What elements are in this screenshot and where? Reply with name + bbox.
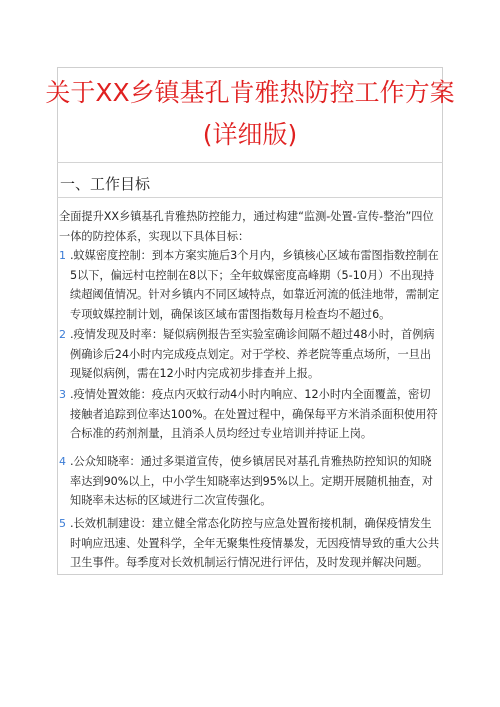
intro-paragraph: 全面提升XX乡镇基孔肯雅热防控能力，通过构建“监测-处置-宣传-整治”四位一体的防控体系，实现以下具体目标： xyxy=(59,210,434,243)
item-number: 4 xyxy=(59,455,66,468)
section-heading: 一、工作目标 xyxy=(60,175,151,193)
item-number: 2 xyxy=(59,328,66,341)
item-number: 3 xyxy=(59,388,66,401)
document-title: 关于XX乡镇基孔肯雅热防控工作方案 xyxy=(45,78,455,107)
document-subtitle: (详细版) xyxy=(202,120,298,149)
item-text: .公众知晓率：通过多渠道宣传，使乡镇居民对基孔肯雅热防控知识的知晓率达到90%以上，中小学生知晓率达到95%以上。定期开展随机抽查，对知晓率未达标的区域进行二次宣传强化。 xyxy=(70,455,433,507)
title-divider xyxy=(57,162,443,163)
item-number: 5 xyxy=(59,517,66,530)
item-number: 1 xyxy=(59,249,66,262)
item-text: .疫情处置效能：疫点内灭蚊行动4小时内响应、12小时内全面覆盖，密切接触者追踪到位率达100%。在处置过程中，确保每平方米消杀面积使用符合标准的药剂剂量，且消杀人员均经过专业培训并持证上岗。 xyxy=(70,388,438,440)
item-text: .疫情发现及时率：疑似病例报告至实验室确诊间隔不超过48小时，首例病例确诊后24小时内完成疫点划定。对于学校、养老院等重点场所，一旦出现疑似病例，需在12小时内完成初步排查并上报。 xyxy=(70,328,435,380)
item-text: .长效机制建设：建立健全常态化防控与应急处置衔接机制，确保疫情发生时响应迅速、处置科学，全年无聚集性疫情暴发，无因疫情导致的重大公共卫生事件。每季度对长效机制运行情况进行评估，及时发现并解决问题。 xyxy=(70,517,440,569)
item-text: .蚊媒密度控制：到本方案实施后3个月内，乡镇核心区域布雷图指数控制在5以下，偏远村屯控制在8以下；全年蚊媒密度高峰期（5-10月）不出现持续超阈值情况。针对乡镇内不同区域特点，如靠近河流的低洼地带，需制定专项蚊媒控制计划，确保该区域布雷图指数每月检查均不超过6。 xyxy=(70,249,440,321)
section-divider xyxy=(57,197,443,198)
